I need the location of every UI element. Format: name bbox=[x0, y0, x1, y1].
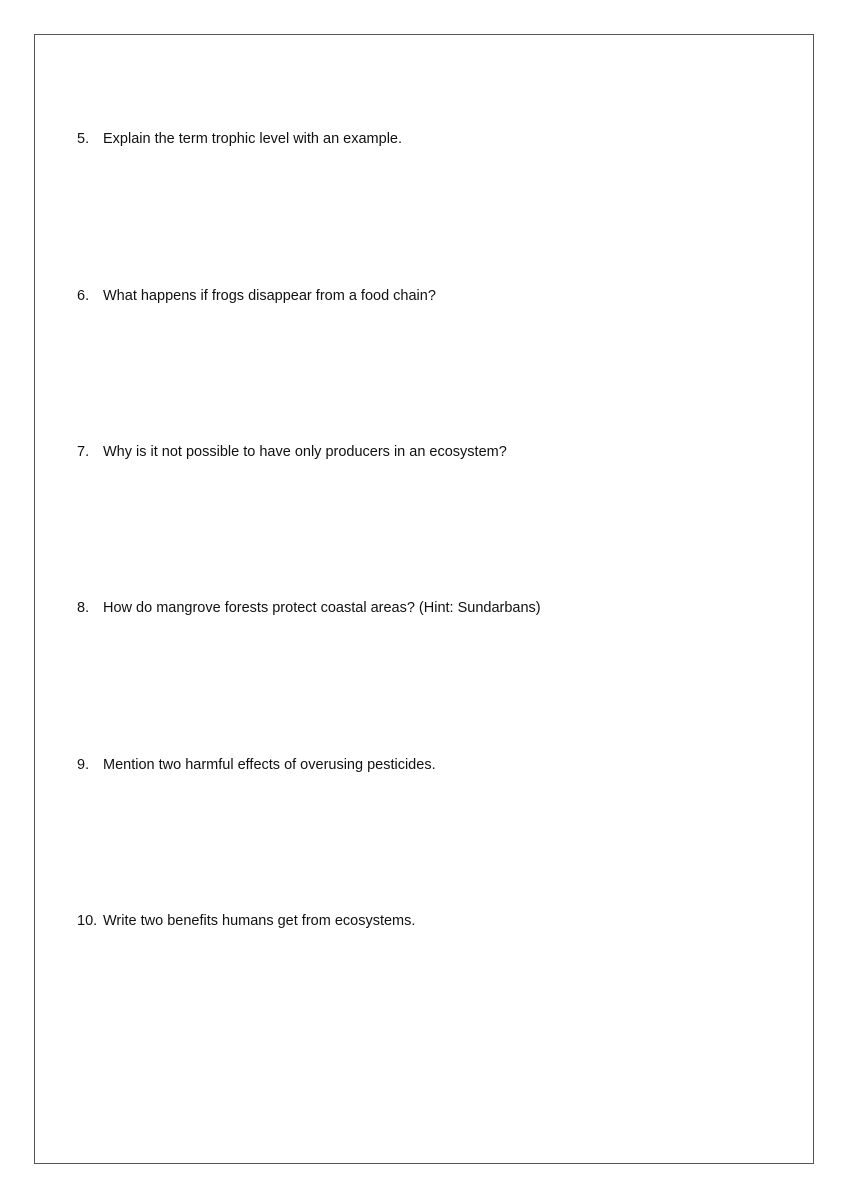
question-number: 8. bbox=[77, 600, 90, 616]
question-10 bbox=[77, 912, 415, 930]
question-text: Why is it not possible to have only producers in an ecosystem? bbox=[103, 444, 507, 460]
question-number: 9. bbox=[77, 757, 90, 773]
question-9 bbox=[77, 756, 436, 774]
question-number: 7. bbox=[77, 444, 90, 460]
question-text: Explain the term trophic level with an example. bbox=[103, 131, 403, 147]
question-number: 5. bbox=[77, 131, 90, 147]
question-8 bbox=[77, 599, 541, 617]
question-number: 10. bbox=[77, 913, 98, 929]
question-text: How do mangrove forests protect coastal areas? (Hint: Sundarbans) bbox=[103, 600, 541, 616]
question-number: 6. bbox=[77, 288, 90, 304]
question-text: What happens if frogs disappear from a food chain? bbox=[103, 288, 436, 304]
question-6 bbox=[77, 287, 436, 305]
question-text: Mention two harmful effects of overusing pesticides. bbox=[103, 757, 436, 773]
question-5 bbox=[77, 130, 402, 148]
question-7 bbox=[77, 443, 507, 461]
question-text: Write two benefits humans get from ecosystems. bbox=[103, 913, 416, 929]
